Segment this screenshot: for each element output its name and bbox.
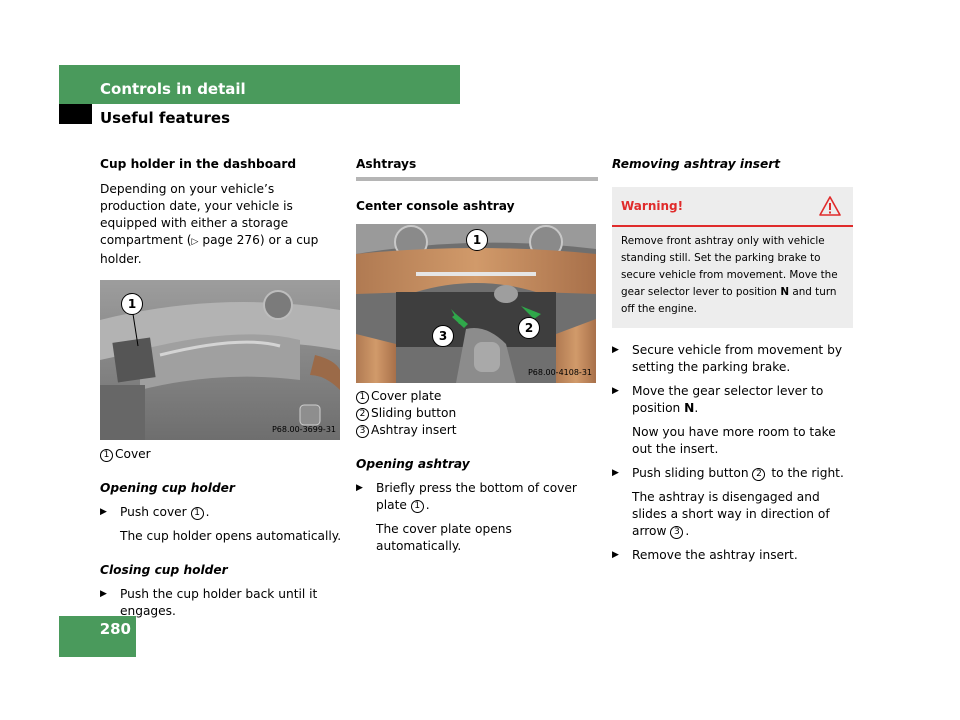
warning-body — [612, 227, 853, 328]
callout-2: 2 — [518, 317, 540, 339]
step-text-a: Briefly press the bottom of cover plate — [376, 481, 577, 512]
bullet-arrow-icon: ▶ — [612, 550, 619, 560]
step-push-cover — [100, 504, 342, 521]
step-ref-number: 2 — [752, 468, 765, 481]
legend-number: 1 — [356, 391, 369, 404]
warning-title: Warning! — [621, 198, 684, 213]
step-result: The cup holder opens automatically. — [120, 529, 342, 543]
legend-number: 1 — [100, 449, 113, 462]
page-number: 280 — [99, 620, 131, 638]
warning-text-b: and turn off the engine. — [621, 286, 837, 315]
legend-text: Ashtray insert — [371, 423, 457, 437]
legend-item — [356, 422, 598, 439]
legend-text: Cover — [115, 447, 151, 461]
callout-1: 1 — [121, 293, 143, 315]
warning-gear-position: N — [780, 286, 790, 298]
bullet-arrow-icon: ▶ — [612, 386, 619, 396]
legend-item — [356, 388, 598, 405]
step-text-b: . — [205, 505, 210, 519]
section-title: Controls in detail — [100, 80, 246, 98]
warning-header — [612, 187, 853, 227]
intro-text: Depending on your vehicle’s production date, your vehicle is equipped with either a storage compartment ( — [100, 182, 293, 247]
step-text — [120, 504, 209, 521]
header-marker — [59, 104, 92, 124]
opening-cup-holder-heading: Opening cup holder — [100, 481, 235, 495]
figure-code: P68.00-3699-31 — [271, 425, 336, 434]
step-push-back — [100, 586, 342, 620]
figure-code: P68.00-4108-31 — [527, 368, 592, 377]
step-text: Secure vehicle from movement by setting the parking brake. — [632, 343, 843, 374]
bullet-arrow-icon: ▶ — [612, 345, 619, 355]
step-text-b: . — [425, 498, 430, 512]
warning-text-a: Remove front ashtray only with vehicle standing still. Set the parking brake to secure vehicle from movement. Move the gear selector lever to position — [621, 235, 838, 298]
warning-box — [612, 187, 853, 328]
step-ref-number: 1 — [411, 500, 424, 513]
legend-number: 3 — [356, 425, 369, 438]
step-result: Now you have more room to take out the insert. — [632, 425, 836, 456]
bullet-arrow-icon: ▶ — [100, 507, 107, 517]
warning-g-icon — [819, 196, 841, 216]
step-move-selector — [612, 383, 854, 417]
cup-holder-heading: Cup holder in the dashboard — [100, 157, 297, 171]
step-result: The cover plate opens automatically. — [376, 522, 512, 553]
callout-3: 3 — [432, 325, 454, 347]
ashtray-figure — [356, 224, 596, 383]
bullet-arrow-icon: ▶ — [356, 483, 363, 493]
step-text-a: Move the gear selector lever to position — [632, 384, 824, 415]
step-text — [376, 480, 598, 514]
step-text-b: . — [694, 401, 699, 415]
column-removing-insert — [612, 156, 854, 564]
step-text: Push the cup holder back until it engages. — [120, 587, 318, 618]
legend-text: Sliding button — [371, 406, 457, 420]
bullet-arrow-icon: ▶ — [100, 589, 107, 599]
legend-item — [356, 405, 598, 422]
step-text-b: to the right. — [767, 466, 844, 480]
center-console-heading: Center console ashtray — [356, 199, 515, 213]
step-text: Remove the ashtray insert. — [632, 548, 798, 562]
step-text — [632, 383, 854, 417]
step-push-sliding-button — [612, 465, 854, 482]
section-subtitle: Useful features — [100, 109, 231, 127]
result-text-a: The ashtray is disengaged and slides a short way in direction of arrow — [632, 490, 830, 538]
step-text — [632, 465, 844, 482]
removing-insert-heading: Removing ashtray insert — [612, 157, 781, 171]
column-ashtrays — [356, 156, 598, 555]
step-text-a: Push cover — [120, 505, 191, 519]
closing-cup-holder-heading: Closing cup holder — [100, 563, 228, 577]
page-ref-icon: ▷ — [191, 237, 199, 247]
cup-holder-figure — [100, 280, 340, 440]
step-secure-vehicle — [612, 342, 854, 376]
legend-text: Cover plate — [371, 389, 442, 403]
page-ref-link[interactable]: page 276) or a cup holder. — [100, 233, 319, 266]
callout-1: 1 — [466, 229, 488, 251]
step-text-a: Push sliding button — [632, 466, 753, 480]
legend-item — [100, 446, 342, 463]
step-remove-insert — [612, 547, 854, 564]
cup-holder-intro — [100, 181, 342, 268]
step-ref-number: 1 — [191, 507, 204, 520]
bullet-arrow-icon: ▶ — [612, 468, 619, 478]
gear-position: N — [684, 401, 695, 415]
step-press-cover — [356, 480, 598, 514]
ashtrays-heading: Ashtrays — [356, 157, 417, 171]
legend-number: 2 — [356, 408, 369, 421]
callout-leader — [100, 280, 340, 440]
opening-ashtray-heading: Opening ashtray — [356, 457, 470, 471]
heading-rule — [356, 177, 598, 181]
result-ref-number: 3 — [670, 526, 683, 539]
result-text-b: . — [685, 524, 690, 538]
column-cup-holder — [100, 156, 342, 620]
step-result — [612, 489, 854, 540]
